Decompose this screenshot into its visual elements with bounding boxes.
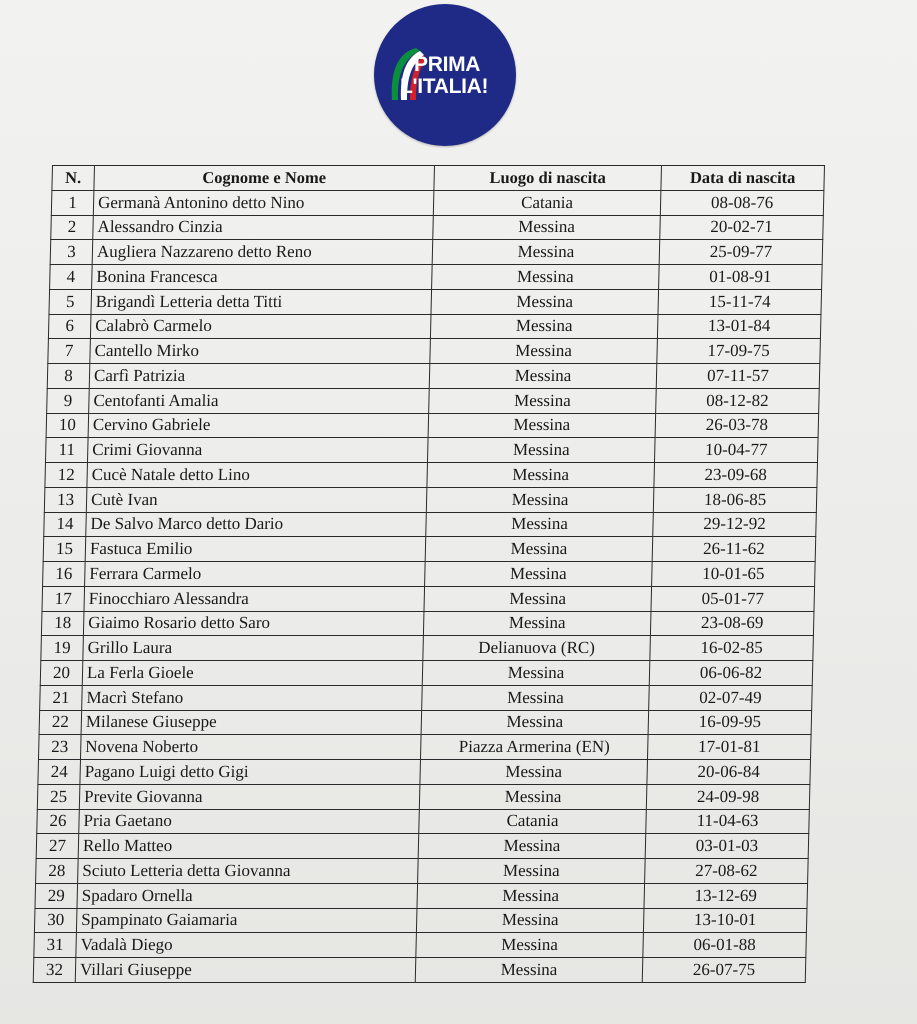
cell-name: Ferrara Carmelo xyxy=(85,562,426,587)
cell-name: Fastuca Emilio xyxy=(85,537,426,562)
cell-number: 17 xyxy=(42,586,85,611)
table-row xyxy=(46,413,819,438)
cell-birthdate: 08-12-82 xyxy=(656,388,820,413)
table-row xyxy=(36,859,809,884)
cell-birthplace: Messina xyxy=(419,784,647,809)
cell-name: Vadalà Diego xyxy=(76,933,417,958)
cell-number: 9 xyxy=(47,388,90,413)
cell-name: Centofanti Amalia xyxy=(89,388,430,413)
table-row xyxy=(45,463,818,488)
cell-birthdate: 16-02-85 xyxy=(650,636,814,661)
logo-wordmark xyxy=(400,53,489,98)
table-row xyxy=(38,735,811,760)
cell-birthplace: Catania xyxy=(419,809,647,834)
table-row xyxy=(48,314,821,339)
cell-name: Brigandì Letteria detta Titti xyxy=(91,289,432,314)
cell-name: Carfì Patrizia xyxy=(89,364,430,389)
cell-birthplace: Messina xyxy=(417,883,645,908)
cell-birthplace: Messina xyxy=(427,438,655,463)
cell-birthplace: Piazza Armerina (EN) xyxy=(420,735,648,760)
cell-birthplace: Messina xyxy=(425,562,653,587)
cell-number: 11 xyxy=(45,438,88,463)
table-row xyxy=(47,388,820,413)
table-body xyxy=(33,190,824,982)
cell-birthdate: 13-10-01 xyxy=(643,908,807,933)
cell-birthplace: Messina xyxy=(432,240,660,265)
table-row xyxy=(51,190,824,215)
cell-name: Cutè Ivan xyxy=(86,487,427,512)
cell-birthplace: Messina xyxy=(416,908,644,933)
cell-name: Cervino Gabriele xyxy=(88,413,429,438)
table-row xyxy=(33,958,806,983)
cell-birthplace: Messina xyxy=(425,537,653,562)
cell-birthplace: Delianuova (RC) xyxy=(423,636,651,661)
cell-name: Cantello Mirko xyxy=(90,339,431,364)
table-row xyxy=(48,339,821,364)
cell-number: 16 xyxy=(43,562,86,587)
cell-name: Pria Gaetano xyxy=(79,809,420,834)
cell-number: 31 xyxy=(34,933,77,958)
cell-birthdate: 03-01-03 xyxy=(645,834,809,859)
cell-name: Cucè Natale detto Lino xyxy=(87,463,428,488)
table-row xyxy=(38,760,811,785)
cell-birthdate: 01-08-91 xyxy=(659,265,823,290)
cell-birthdate: 17-01-81 xyxy=(647,735,811,760)
cell-birthplace: Messina xyxy=(430,339,658,364)
cell-birthplace: Messina xyxy=(426,512,654,537)
cell-name: Finocchiaro Alessandra xyxy=(84,586,425,611)
cell-name: Sciuto Letteria detta Giovanna xyxy=(78,859,419,884)
table-row xyxy=(47,364,820,389)
cell-name: Spadaro Ornella xyxy=(77,883,418,908)
cell-number: 24 xyxy=(38,760,81,785)
cell-birthdate: 11-04-63 xyxy=(646,809,810,834)
cell-birthplace: Messina xyxy=(424,586,652,611)
logo-line-2: L'ITALIA! xyxy=(400,75,489,98)
cell-birthdate: 24-09-98 xyxy=(646,784,810,809)
cell-name: Alessandro Cinzia xyxy=(93,215,434,240)
cell-birthplace: Messina xyxy=(415,958,643,983)
cell-name: Milanese Giuseppe xyxy=(81,710,422,735)
cell-birthplace: Messina xyxy=(420,760,648,785)
table-row xyxy=(51,215,824,240)
cell-number: 25 xyxy=(37,784,80,809)
cell-name: De Salvo Marco detto Dario xyxy=(86,512,427,537)
header-birthdate: Data di nascita xyxy=(661,166,825,191)
cell-birthdate: 15-11-74 xyxy=(658,289,822,314)
cell-name: Novena Noberto xyxy=(80,735,421,760)
cell-birthdate: 13-01-84 xyxy=(657,314,821,339)
cell-birthdate: 27-08-62 xyxy=(645,859,809,884)
table-row xyxy=(37,809,810,834)
header-number: N. xyxy=(52,166,95,191)
cell-birthdate: 06-06-82 xyxy=(649,661,813,686)
cell-number: 5 xyxy=(49,289,92,314)
table-row xyxy=(44,512,817,537)
cell-birthdate: 23-08-69 xyxy=(650,611,814,636)
cell-birthdate: 02-07-49 xyxy=(649,685,813,710)
cell-name: Rello Matteo xyxy=(78,834,419,859)
cell-number: 32 xyxy=(33,958,76,983)
cell-birthdate: 20-06-84 xyxy=(647,760,811,785)
cell-number: 20 xyxy=(40,661,83,686)
cell-number: 23 xyxy=(38,735,81,760)
cell-birthdate: 25-09-77 xyxy=(659,240,823,265)
header-birthplace: Luogo di nascita xyxy=(434,166,662,191)
table-row xyxy=(50,265,823,290)
cell-birthdate: 26-03-78 xyxy=(655,413,819,438)
table-row xyxy=(49,289,822,314)
cell-number: 13 xyxy=(44,487,87,512)
cell-birthdate: 06-01-88 xyxy=(643,933,807,958)
table-row xyxy=(34,933,807,958)
cell-number: 29 xyxy=(35,883,78,908)
cell-birthdate: 16-09-95 xyxy=(648,710,812,735)
cell-birthplace: Messina xyxy=(418,859,646,884)
cell-birthdate: 26-07-75 xyxy=(642,958,806,983)
cell-number: 21 xyxy=(40,685,83,710)
candidate-list xyxy=(33,165,824,983)
cell-name: Germanà Antonino detto Nino xyxy=(93,190,434,215)
logo-line-1: PRIMA xyxy=(414,53,481,76)
cell-number: 26 xyxy=(37,809,80,834)
cell-birthplace: Messina xyxy=(418,834,646,859)
cell-birthplace: Messina xyxy=(432,265,660,290)
cell-number: 12 xyxy=(45,463,88,488)
cell-birthplace: Messina xyxy=(422,661,650,686)
table-row xyxy=(39,710,812,735)
cell-birthdate: 29-12-92 xyxy=(653,512,817,537)
cell-name: Crimi Giovanna xyxy=(87,438,428,463)
table-row xyxy=(40,661,813,686)
cell-name: Macrì Stefano xyxy=(82,685,423,710)
cell-name: Pagano Luigi detto Gigi xyxy=(80,760,421,785)
cell-birthplace: Messina xyxy=(427,463,655,488)
cell-birthplace: Messina xyxy=(429,388,657,413)
cell-name: Previte Giovanna xyxy=(79,784,420,809)
cell-name: La Ferla Gioele xyxy=(82,661,423,686)
cell-name: Grillo Laura xyxy=(83,636,424,661)
cell-birthplace: Messina xyxy=(430,314,658,339)
header-name: Cognome e Nome xyxy=(94,166,435,191)
cell-birthplace: Messina xyxy=(416,933,644,958)
table-row xyxy=(34,908,807,933)
table-row xyxy=(40,685,813,710)
cell-number: 7 xyxy=(48,339,91,364)
cell-name: Augliera Nazzareno detto Reno xyxy=(92,240,433,265)
cell-birthdate: 17-09-75 xyxy=(657,339,821,364)
table-row xyxy=(43,562,816,587)
cell-birthplace: Messina xyxy=(421,710,649,735)
cell-birthdate: 23-09-68 xyxy=(654,463,818,488)
cell-birthdate: 10-04-77 xyxy=(654,438,818,463)
table-row xyxy=(41,636,814,661)
cell-birthplace: Messina xyxy=(433,215,661,240)
cell-number: 2 xyxy=(51,215,94,240)
cell-birthplace: Messina xyxy=(428,413,656,438)
cell-number: 8 xyxy=(47,364,90,389)
cell-number: 22 xyxy=(39,710,82,735)
table-row xyxy=(42,586,815,611)
cell-name: Calabrò Carmelo xyxy=(90,314,431,339)
cell-number: 27 xyxy=(36,834,79,859)
cell-number: 10 xyxy=(46,413,89,438)
cell-name: Bonina Francesca xyxy=(92,265,433,290)
cell-birthplace: Messina xyxy=(423,611,651,636)
table-row xyxy=(44,487,817,512)
cell-number: 15 xyxy=(43,537,86,562)
table-row xyxy=(37,784,810,809)
cell-birthdate: 05-01-77 xyxy=(651,586,815,611)
cell-birthplace: Messina xyxy=(429,364,657,389)
cell-birthplace: Messina xyxy=(431,289,659,314)
cell-birthplace: Messina xyxy=(426,487,654,512)
cell-number: 6 xyxy=(48,314,91,339)
cell-number: 4 xyxy=(50,265,93,290)
table-row xyxy=(36,834,809,859)
cell-number: 3 xyxy=(50,240,93,265)
cell-birthdate: 08-08-76 xyxy=(660,190,824,215)
table-row xyxy=(41,611,814,636)
party-logo xyxy=(374,4,516,146)
cell-number: 14 xyxy=(44,512,87,537)
cell-number: 28 xyxy=(36,859,79,884)
table-row xyxy=(45,438,818,463)
cell-name: Giaimo Rosario detto Saro xyxy=(83,611,424,636)
cell-name: Villari Giuseppe xyxy=(75,958,416,983)
cell-birthplace: Messina xyxy=(422,685,650,710)
cell-birthdate: 18-06-85 xyxy=(653,487,817,512)
cell-number: 30 xyxy=(34,908,77,933)
cell-birthdate: 26-11-62 xyxy=(652,537,816,562)
table-row xyxy=(43,537,816,562)
cell-birthdate: 07-11-57 xyxy=(656,364,820,389)
cell-number: 19 xyxy=(41,636,84,661)
cell-birthdate: 10-01-65 xyxy=(652,562,816,587)
candidates-table xyxy=(33,165,825,983)
cell-name: Spampinato Gaiamaria xyxy=(76,908,417,933)
cell-birthplace: Catania xyxy=(433,190,661,215)
cell-number: 18 xyxy=(41,611,84,636)
cell-birthdate: 20-02-71 xyxy=(660,215,824,240)
table-row xyxy=(35,883,808,908)
table-row xyxy=(50,240,823,265)
table-header-row xyxy=(52,166,825,191)
cell-birthdate: 13-12-69 xyxy=(644,883,808,908)
cell-number: 1 xyxy=(51,190,94,215)
